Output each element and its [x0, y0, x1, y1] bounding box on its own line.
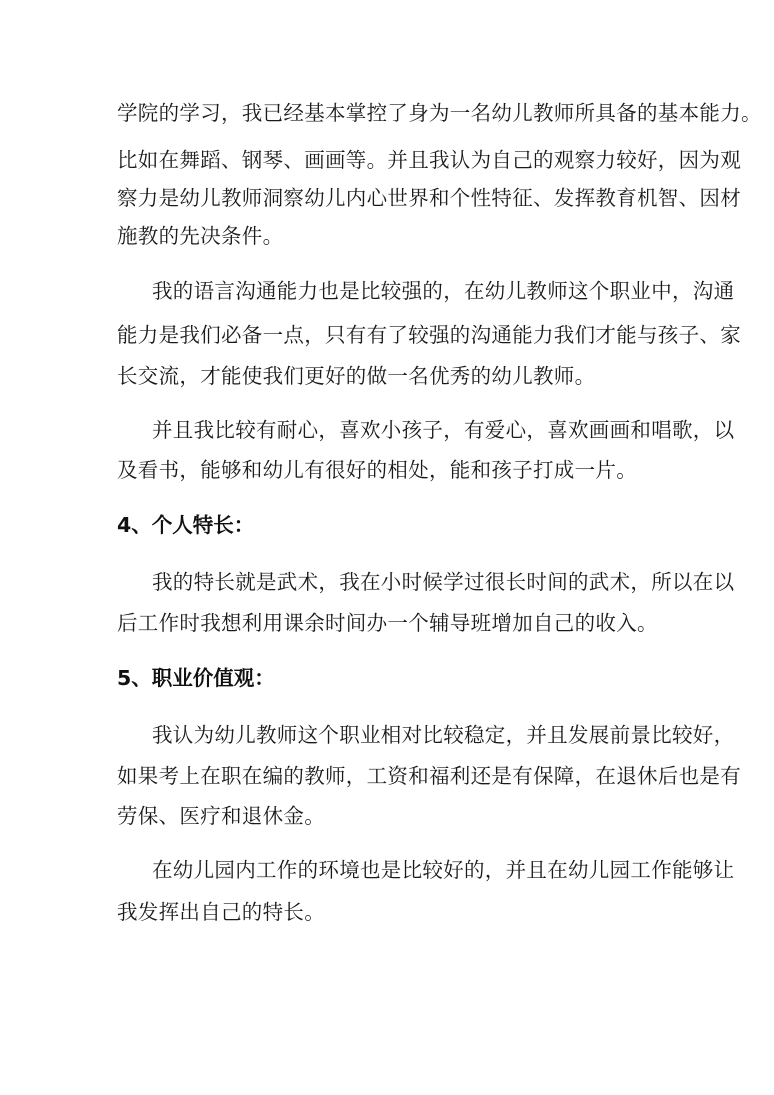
section-heading-4: 4、个人特长： — [117, 513, 255, 537]
paragraph-line: 并且我比较有耐心，喜欢小孩子，有爱心，喜欢画画和唱歌，以 — [152, 418, 735, 442]
paragraph-line: 我认为幼儿教师这个职业相对比较稳定，并且发展前景比较好， — [152, 723, 735, 747]
paragraph-line: 能力是我们必备一点，只有有了较强的沟通能力我们才能与孩子、家 — [117, 323, 741, 347]
paragraph-line: 及看书，能够和幼儿有很好的相处，能和孩子打成一片。 — [117, 458, 637, 482]
paragraph-line: 劳保、医疗和退休金。 — [117, 804, 325, 828]
paragraph-line: 我的特长就是武术，我在小时候学过很长时间的武术，所以在以 — [152, 570, 735, 594]
paragraph-line: 施教的先决条件。 — [117, 224, 284, 248]
paragraph-line: 学院的学习，我已经基本掌控了身为一名幼儿教师所具备的基本能力。 — [117, 101, 762, 125]
paragraph-line: 察力是幼儿教师洞察幼儿内心世界和个性特征、发挥教育机智、因材 — [117, 186, 741, 210]
paragraph-line: 我的语言沟通能力也是比较强的，在幼儿教师这个职业中，沟通 — [152, 279, 735, 303]
paragraph-line: 比如在舞蹈、钢琴、画画等。并且我认为自己的观察力较好，因为观 — [117, 148, 741, 172]
paragraph-line: 后工作时我想利用课余时间办一个辅导班增加自己的收入。 — [117, 611, 658, 635]
paragraph-line: 如果考上在职在编的教师，工资和福利还是有保障，在退休后也是有 — [117, 764, 741, 788]
paragraph-line: 我发挥出自己的特长。 — [117, 900, 325, 924]
section-heading-5: 5、职业价值观： — [117, 666, 275, 690]
paragraph-line: 长交流，才能使我们更好的做一名优秀的幼儿教师。 — [117, 364, 596, 388]
paragraph-line: 在幼儿园内工作的环境也是比较好的，并且在幼儿园工作能够让 — [152, 858, 735, 882]
